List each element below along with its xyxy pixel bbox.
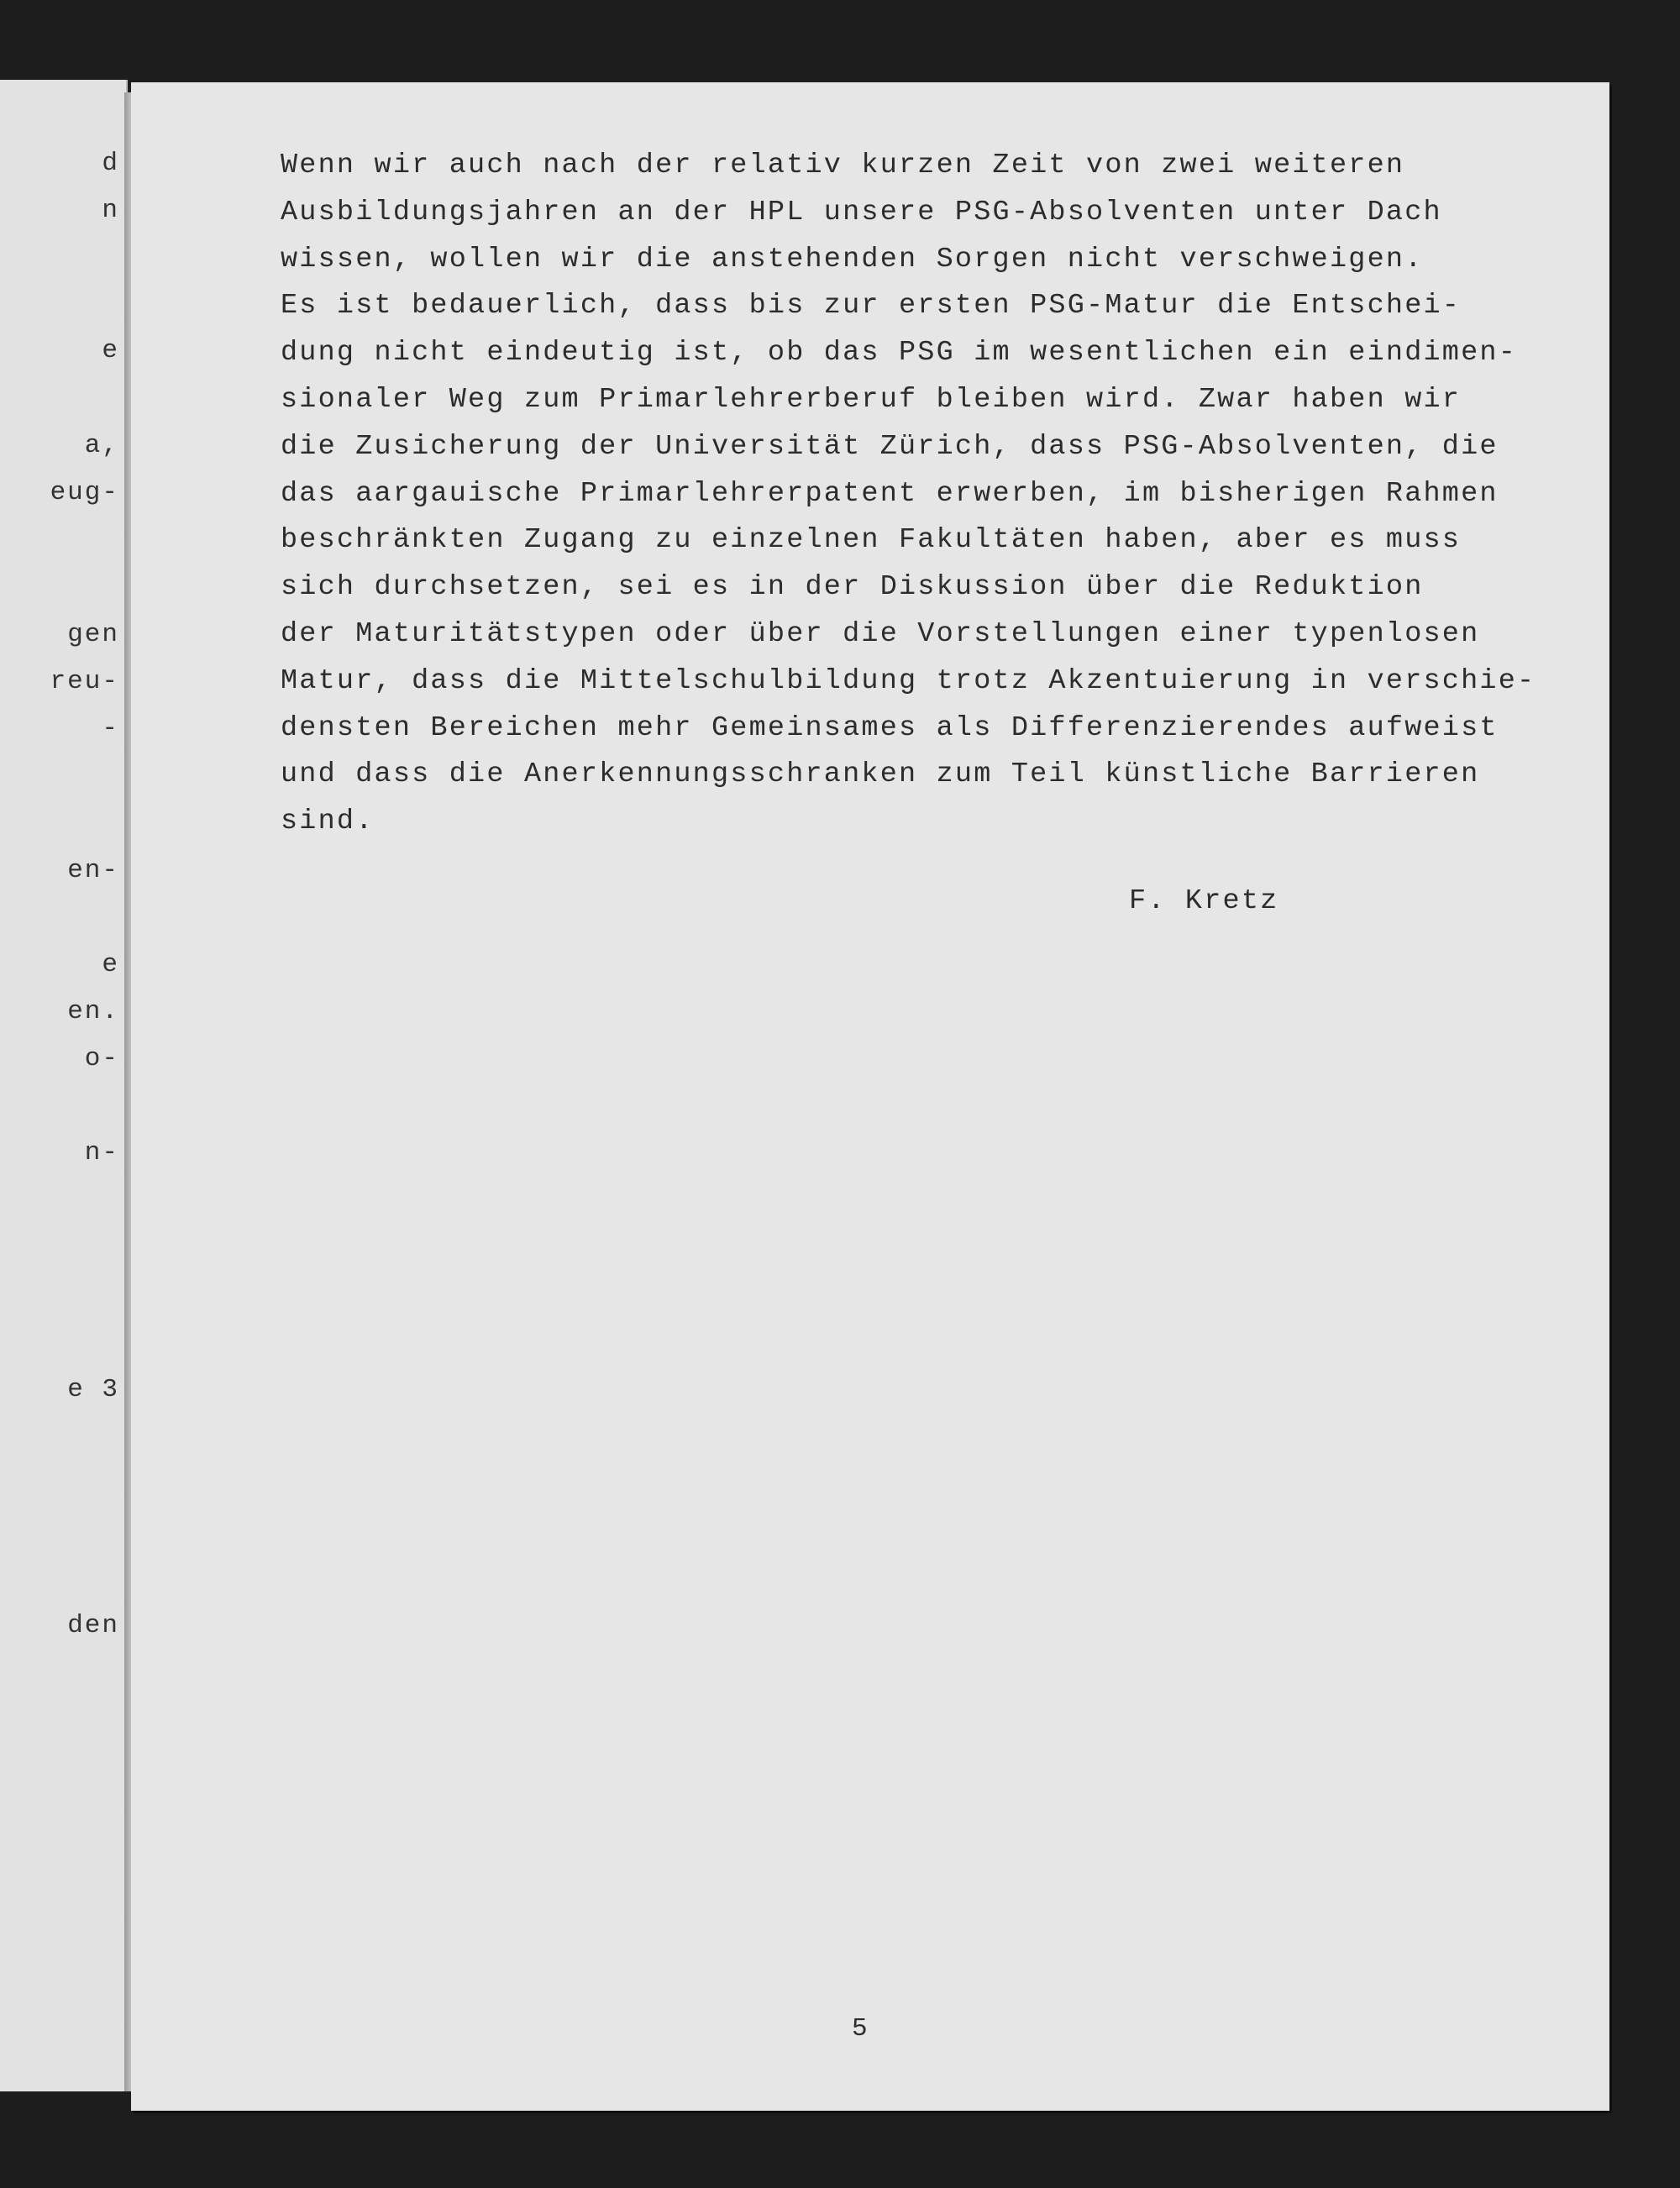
- left-page-fragment: e: [102, 336, 119, 365]
- text-line: dung nicht eindeutig ist, ob das PSG im wesentlichen ein eindimen-: [281, 337, 1518, 370]
- text-line: sind.: [281, 805, 375, 838]
- text-line: Ausbildungsjahren an der HPL unsere PSG-Absolventen unter Dach: [281, 196, 1442, 228]
- text-line: densten Bereichen mehr Gemeinsames als Differenzierendes aufweist: [281, 711, 1499, 744]
- text-line: wissen, wollen wir die anstehenden Sorgen nicht verschweigen.: [281, 243, 1424, 275]
- previous-page: [0, 80, 128, 2091]
- left-page-fragment: n-: [84, 1138, 119, 1167]
- text-line: Wenn wir auch nach der relativ kurzen Zeit von zwei weiteren: [281, 150, 1405, 181]
- left-page-fragment: en.: [67, 997, 119, 1026]
- text-line: Es ist bedauerlich, dass bis zur ersten PSG-Matur die Entschei-: [281, 290, 1462, 323]
- text-line: das aargauische Primarlehrerpatent erwerben, im bisherigen Rahmen: [281, 477, 1499, 510]
- left-page-fragment: gen: [67, 620, 119, 649]
- left-page-fragment: den: [67, 1611, 119, 1640]
- body-paragraph: [281, 143, 1591, 846]
- left-page-fragment: o-: [84, 1044, 119, 1073]
- left-page-fragment: e: [102, 950, 119, 979]
- current-page: [131, 82, 1609, 2111]
- left-page-fragment: eug-: [50, 478, 119, 507]
- text-line: Matur, dass die Mittelschulbildung trotz Akzentuierung in verschie-: [281, 664, 1536, 697]
- left-page-fragment: -: [102, 714, 119, 743]
- text-line: der Maturitätstypen oder über die Vorstellungen einer typenlosen: [281, 617, 1480, 650]
- left-page-fragment: n: [102, 196, 119, 225]
- left-page-fragment: en-: [67, 856, 119, 885]
- left-page-fragment: e 3: [67, 1375, 119, 1404]
- author-signature: F. Kretz: [1129, 885, 1279, 917]
- text-line: sionaler Weg zum Primarlehrerberuf bleiben wird. Zwar haben wir: [281, 383, 1462, 416]
- left-page-fragment: reu-: [50, 667, 119, 696]
- page-number: 5: [852, 2014, 868, 2044]
- text-line: beschränkten Zugang zu einzelnen Fakultäten haben, aber es muss: [281, 524, 1462, 557]
- text-line: die Zusicherung der Universität Zürich, dass PSG-Absolventen, die: [281, 430, 1499, 463]
- text-line: und dass die Anerkennungsschranken zum Teil künstliche Barrieren: [281, 758, 1480, 791]
- left-page-fragment: d: [102, 149, 119, 178]
- left-page-fragment: a,: [84, 431, 119, 460]
- text-line: sich durchsetzen, sei es in der Diskussion über die Reduktion: [281, 571, 1424, 604]
